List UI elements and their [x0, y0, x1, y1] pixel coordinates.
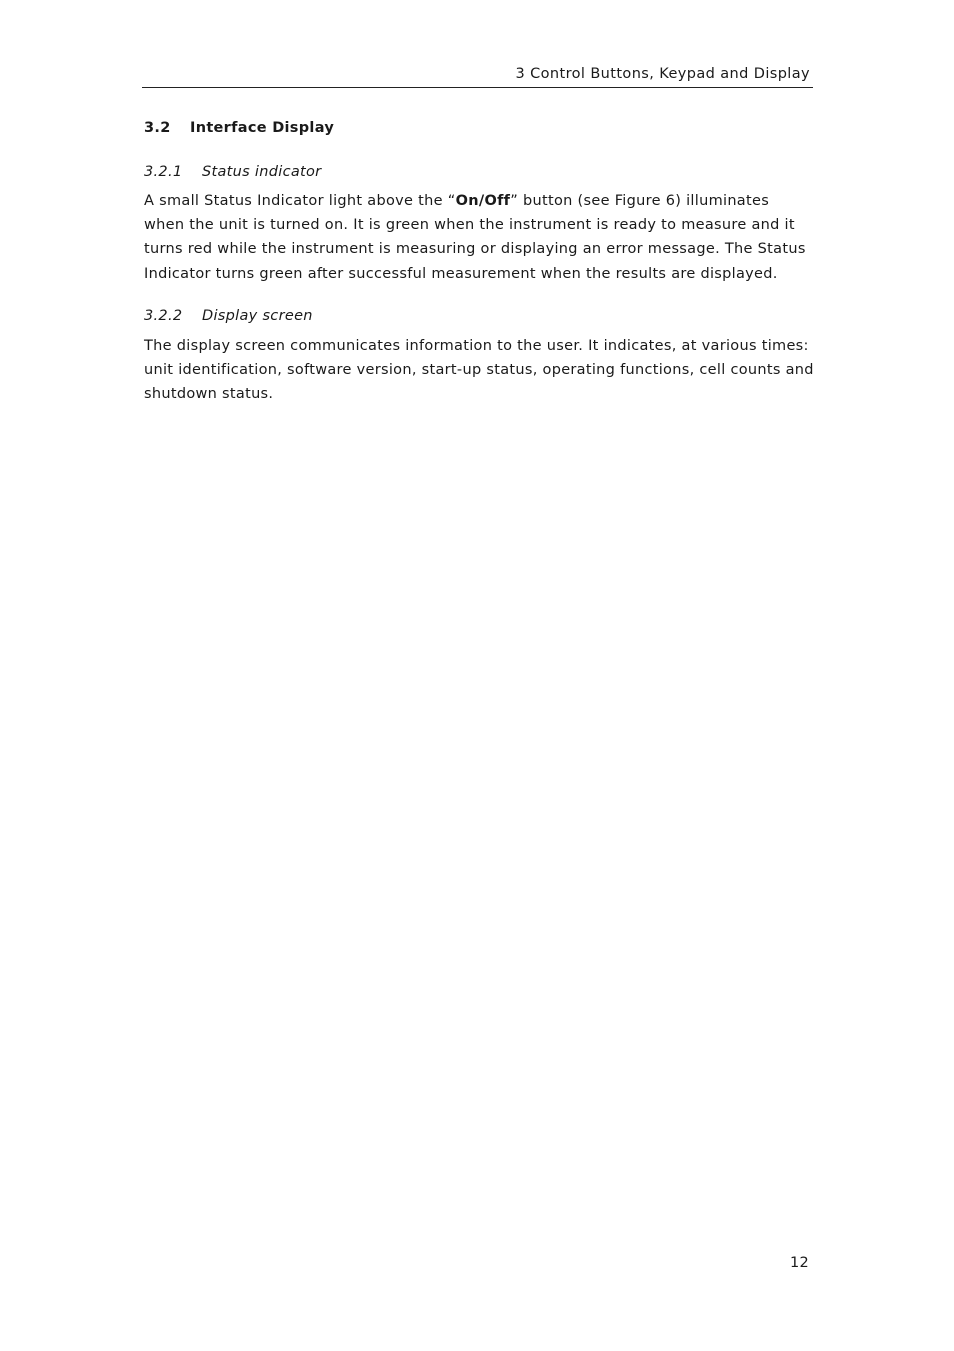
paragraph-line: shutdown status. [144, 386, 274, 403]
paragraph-line: turns red while the instrument is measuring or displaying an error message. The Status [144, 241, 806, 258]
section-heading [144, 120, 334, 136]
section-number: 3.2 [144, 120, 171, 136]
paragraph-line [144, 189, 816, 213]
section-title: Interface Display [190, 120, 335, 136]
text-run: ” button (see Figure 6) illuminates [510, 193, 770, 209]
paragraph-line: The display screen communicates information to the user. It indicates, at various times: [144, 338, 809, 354]
subsection-heading-display-screen [144, 308, 313, 324]
running-header-title: 3 Control Buttons, Keypad and Display [515, 66, 810, 82]
subsection-title: Display screen [202, 308, 313, 324]
text-run: A small Status Indicator light above the “ [144, 193, 456, 209]
paragraph-line: Indicator turns green after successful measurement when the results are displayed. [144, 265, 778, 282]
display-screen-paragraph [144, 334, 816, 407]
paragraph-line: when the unit is turned on. It is green when the instrument is ready to measure and it [144, 217, 795, 234]
status-indicator-paragraph [144, 189, 816, 286]
subsection-title: Status indicator [202, 164, 322, 180]
on-off-button-label: On/Off [455, 193, 511, 209]
subsection-heading-status-indicator [144, 164, 321, 180]
subsection-number: 3.2.2 [144, 308, 183, 324]
page-number: 12 [789, 1255, 809, 1271]
running-header [142, 64, 813, 88]
paragraph-line: unit identification, software version, start-up status, operating functions, cell counts and [144, 362, 814, 379]
subsection-number: 3.2.1 [144, 164, 183, 180]
